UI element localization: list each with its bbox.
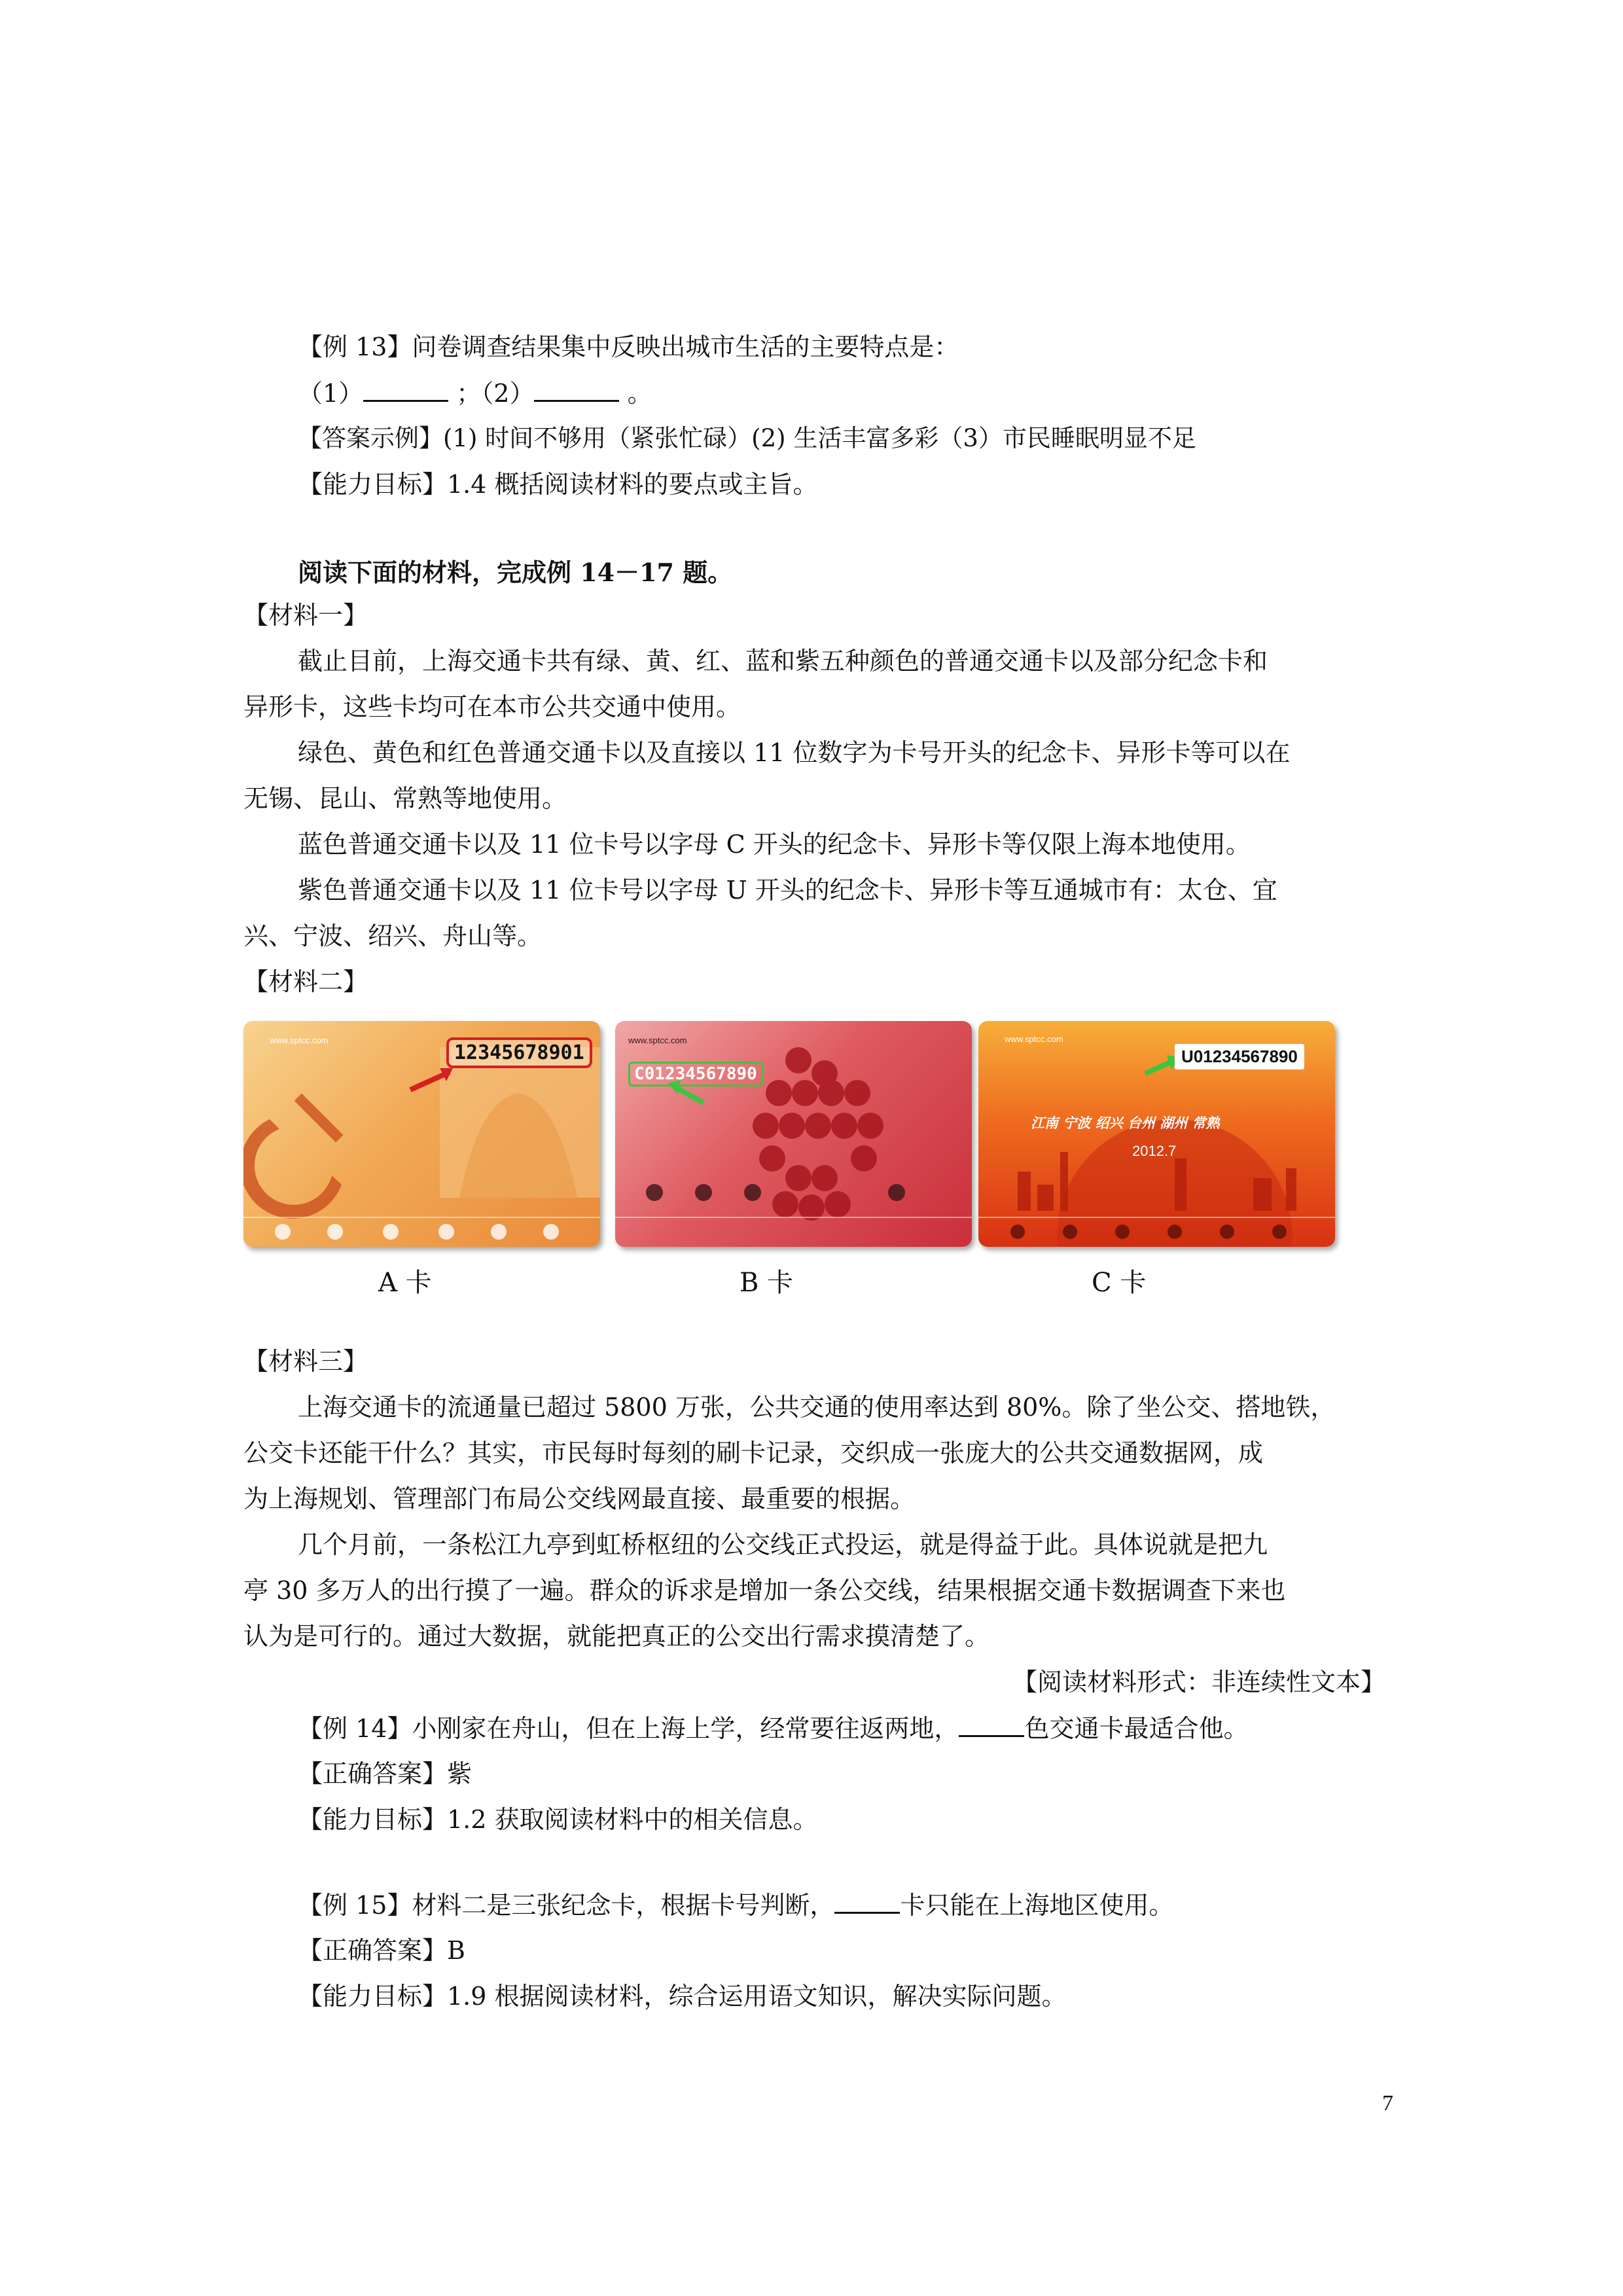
material3-line-6: 认为是可行的。通过大数据，就能把真正的公交出行需求摸清楚了。: [243, 1622, 990, 1651]
ex13-ability: 【能力目标】1.4 概括阅读材料的要点或主旨。: [298, 470, 818, 499]
page-number: 7: [1382, 2091, 1393, 2115]
ex13-blank2-prefix: ；（2）: [456, 379, 535, 408]
material1-line-3: 绿色、黄色和红色普通交通卡以及直接以 11 位数字为卡号开头的纪念卡、异形卡等可以在: [298, 738, 1291, 767]
card-c-label: C 卡: [1092, 1268, 1147, 1298]
material3-line-5: 亭 30 多万人的出行摸了一遍。群众的诉求是增加一条公交线，结果根据交通卡数据调查下来也: [243, 1576, 1286, 1605]
ex13-blank-suffix: 。: [627, 379, 652, 408]
material3-line-4: 几个月前，一条松江九亭到虹桥枢纽的公交线正式投运，就是得益于此。具体说就是把九: [298, 1530, 1268, 1559]
card-icon-1: [275, 1224, 291, 1240]
material1-line-2: 异形卡，这些卡均可在本市公共交通中使用。: [243, 692, 741, 721]
ex14-blank[interactable]: [959, 1712, 1024, 1737]
card-c-number: U01234567890: [1175, 1044, 1304, 1069]
reading-intro: 阅读下面的材料，完成例 14－17 题。: [298, 558, 733, 587]
card-b-label: B 卡: [740, 1268, 794, 1298]
ex15-ability: 【能力目标】1.9 根据阅读材料，综合运用语文知识，解决实际问题。: [298, 1982, 1067, 2011]
material3-title: 【材料三】: [243, 1347, 368, 1376]
material1-title: 【材料一】: [243, 601, 368, 630]
ex15-question-suffix: 卡只能在上海地区使用。: [900, 1891, 1174, 1920]
card-icon-6: [1272, 1225, 1287, 1239]
ex13-blank2[interactable]: [534, 376, 619, 402]
card-icon-1: [646, 1184, 663, 1201]
card-a-site: www.sptcc.com: [270, 1035, 329, 1045]
card-b-art: [615, 1021, 972, 1247]
card-icon-4: [1168, 1225, 1182, 1239]
ex13-blank1-prefix: （1）: [298, 379, 364, 408]
ex14-answer: 【正确答案】紫: [298, 1759, 473, 1788]
ex14-question-suffix: 色交通卡最适合他。: [1024, 1714, 1249, 1743]
material2-title: 【材料二】: [243, 967, 368, 996]
card-icon-5: [491, 1224, 507, 1240]
card-icon-2: [1063, 1225, 1077, 1239]
material1-line-5: 蓝色普通交通卡以及 11 位卡号以字母 C 开头的纪念卡、异形卡等仅限上海本地使用。: [298, 830, 1251, 859]
card-icon-4: [438, 1224, 454, 1240]
ex13-blank1[interactable]: [363, 376, 448, 402]
ex15-blank[interactable]: [834, 1888, 900, 1914]
material1-line-4: 无锡、昆山、常熟等地使用。: [243, 784, 567, 813]
material3-form: 【阅读材料形式：非连续性文本】: [1012, 1668, 1385, 1696]
material3-line-1: 上海交通卡的流通量已超过 5800 万张，公共交通的使用率达到 80%。除了坐公交、搭地铁，: [298, 1393, 1336, 1422]
material1-line-6: 紫色普通交通卡以及 11 位卡号以字母 U 开头的纪念卡、异形卡等互通城市有：太仓、宜: [298, 876, 1277, 905]
card-icon-1: [1010, 1225, 1025, 1239]
card-icon-4: [888, 1184, 905, 1201]
card-icon-3: [744, 1184, 761, 1201]
material1-line-1: 截止目前，上海交通卡共有绿、黄、红、蓝和紫五种颜色的普通交通卡以及部分纪念卡和: [298, 647, 1268, 675]
chun-character-art: [753, 1047, 883, 1221]
card-icon-2: [327, 1224, 343, 1240]
card-icon-5: [1220, 1225, 1234, 1239]
ex15-question: [298, 1888, 1173, 1922]
card-c-site: www.sptcc.com: [1005, 1034, 1063, 1044]
ex15-question-prefix: 【例 15】材料二是三张纪念卡，根据卡号判断，: [298, 1891, 835, 1920]
card-a-label: A 卡: [378, 1268, 432, 1298]
ex13-blanks: [298, 376, 652, 410]
card-c-banner: 江南 宁波 绍兴 台州 湖州 常熟: [1031, 1115, 1220, 1131]
card-c-date: 2012.7: [1132, 1143, 1177, 1159]
card-icon-6: [543, 1224, 559, 1240]
ex14-question-prefix: 【例 14】小刚家在舟山，但在上海上学，经常要往返两地，: [298, 1714, 959, 1743]
card-icon-2: [695, 1184, 712, 1201]
ex14-question: [298, 1712, 1248, 1745]
material3-line-2: 公交卡还能干什么？其实，市民每时每刻的刷卡记录，交织成一张庞大的公共交通数据网，成: [243, 1439, 1264, 1467]
card-a: [243, 1021, 600, 1247]
ex15-answer: 【正确答案】B: [298, 1936, 465, 1965]
card-b-number: C01234567890: [628, 1062, 763, 1086]
material3-line-3: 为上海规划、管理部门布局公交线网最直接、最重要的根据。: [243, 1484, 916, 1513]
card-c: [978, 1021, 1335, 1247]
material1-line-7: 兴、宁波、绍兴、舟山等。: [243, 922, 543, 950]
card-b-site: www.sptcc.com: [628, 1035, 687, 1045]
card-icon-3: [383, 1224, 399, 1240]
ex13-question: 【例 13】问卷调查结果集中反映出城市生活的主要特点是：: [298, 332, 959, 361]
ex13-answer: 【答案示例】(1) 时间不够用（紧张忙碌）(2) 生活丰富多彩（3）市民睡眠明显不足: [298, 424, 1196, 452]
card-icon-3: [1115, 1225, 1130, 1239]
hammer-sickle-icon: [243, 1094, 343, 1219]
card-a-number: 12345678901: [446, 1037, 592, 1068]
ex14-ability: 【能力目标】1.2 获取阅读材料中的相关信息。: [298, 1805, 818, 1834]
card-b: [615, 1021, 972, 1247]
